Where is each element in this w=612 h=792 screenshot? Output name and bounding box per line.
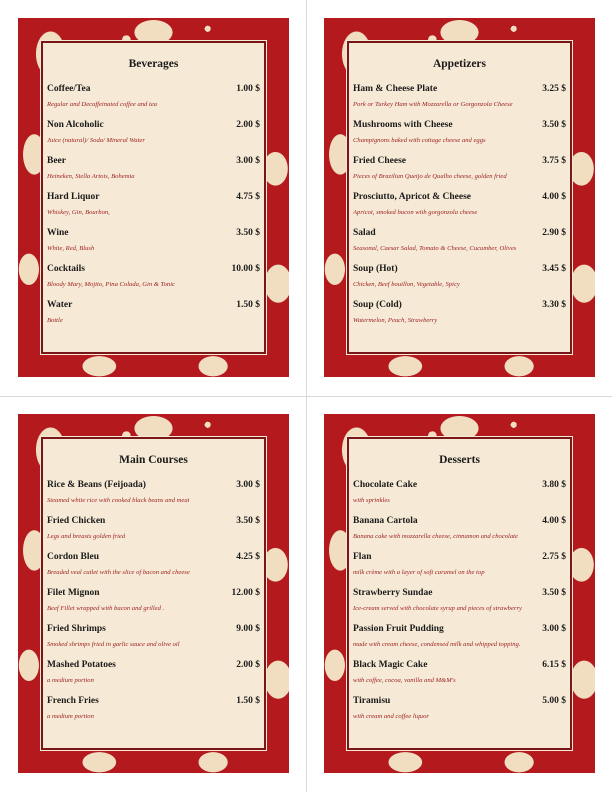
item-name: Prosciutto, Apricot & Cheese xyxy=(353,192,472,202)
menu-card-appetizers xyxy=(324,18,595,377)
item-price: 3.50 $ xyxy=(542,120,566,130)
menu-panel xyxy=(347,437,572,750)
menu-title: Desserts xyxy=(439,454,480,466)
menu-panel xyxy=(41,437,266,750)
item-name: Rice & Beans (Feijoada) xyxy=(47,480,146,490)
item-description: Bloody Mary, Mojito, Pina Colada, Gin & Tonic xyxy=(47,281,175,288)
item-price: 2.75 $ xyxy=(542,552,566,562)
item-name: Cordon Bleu xyxy=(47,552,99,562)
item-description: Watermelon, Peach, Strawberry xyxy=(353,317,438,324)
menu-item xyxy=(349,623,570,659)
menu-item xyxy=(349,227,570,263)
menu-item xyxy=(349,119,570,155)
item-price: 3.00 $ xyxy=(542,624,566,634)
item-name: Filet Mignon xyxy=(47,588,100,598)
menu-item xyxy=(349,191,570,227)
menu-item xyxy=(43,263,264,299)
item-name: Fried Cheese xyxy=(353,156,407,166)
item-price: 10.00 $ xyxy=(231,264,260,274)
menu-item xyxy=(43,587,264,623)
item-description: a medium portion xyxy=(47,677,94,684)
item-name: Soup (Hot) xyxy=(353,264,398,274)
item-description: Whiskey, Gin, Bourbon, xyxy=(47,209,110,216)
item-description: Regular and Decaffeinated coffee and tea xyxy=(47,101,158,108)
item-name: Strawberry Sundae xyxy=(353,588,433,598)
item-price: 3.50 $ xyxy=(236,516,260,526)
menu-card-beverages xyxy=(18,18,289,377)
menu-title: Main Courses xyxy=(119,454,188,466)
item-description: Champignons baked with cottage cheese and eggs xyxy=(353,137,486,144)
menu-item xyxy=(43,119,264,155)
item-name: Non Alcoholic xyxy=(47,120,104,130)
menu-card-desserts xyxy=(324,414,595,773)
item-name: Flan xyxy=(353,552,372,562)
menu-item xyxy=(43,695,264,731)
item-price: 2.90 $ xyxy=(542,228,566,238)
menu-card-main-courses xyxy=(18,414,289,773)
item-name: Cocktails xyxy=(47,264,85,274)
menu-items xyxy=(349,83,570,335)
item-description: Apricot, smoked bacon with gorgonzola cheese xyxy=(353,209,478,216)
item-price: 3.00 $ xyxy=(236,156,260,166)
menu-item xyxy=(349,263,570,299)
item-description: Chicken, Beef bouillon, Vegetable, Spicy xyxy=(353,281,460,288)
menu-item xyxy=(349,515,570,551)
menu-items xyxy=(43,479,264,731)
menu-item xyxy=(349,155,570,191)
item-description: Legs and breasts golden fried xyxy=(47,533,126,540)
item-price: 5.00 $ xyxy=(542,696,566,706)
item-name: Soup (Cold) xyxy=(353,300,402,310)
item-price: 3.30 $ xyxy=(542,300,566,310)
item-description: milk crème with a layer of soft caramel on the top xyxy=(353,569,485,576)
item-price: 12.00 $ xyxy=(231,588,260,598)
menu-item xyxy=(43,155,264,191)
menu-item xyxy=(43,299,264,335)
item-description: Smoked shrimps fried in garlic sauce and olive oil xyxy=(47,641,180,648)
item-description: Beef Fillet wrapped with bacon and grilled . xyxy=(47,605,165,612)
item-price: 3.45 $ xyxy=(542,264,566,274)
item-price: 1.50 $ xyxy=(236,696,260,706)
item-description: Breaded veal cutlet with the slice of bacon and cheese xyxy=(47,569,190,576)
item-price: 2.00 $ xyxy=(236,660,260,670)
item-description: with sprinkles xyxy=(353,497,390,504)
item-description: Ice-cream served with chocolate syrup and pieces of strawberry xyxy=(353,605,522,612)
item-price: 4.00 $ xyxy=(542,516,566,526)
menu-item xyxy=(349,551,570,587)
item-price: 9.00 $ xyxy=(236,624,260,634)
item-price: 1.50 $ xyxy=(236,300,260,310)
item-name: Chocolate Cake xyxy=(353,480,418,490)
menu-item xyxy=(43,623,264,659)
menu-items xyxy=(349,479,570,731)
item-name: Salad xyxy=(353,228,376,238)
item-description: with cream and coffee liquor xyxy=(353,713,429,720)
item-price: 2.00 $ xyxy=(236,120,260,130)
item-name: Banana Cartola xyxy=(353,516,418,526)
item-description: Steamed white rice with cooked black beans and meat xyxy=(47,497,190,504)
item-name: French Fries xyxy=(47,696,99,706)
item-description: White, Red, Blush xyxy=(47,245,95,252)
item-price: 1.00 $ xyxy=(236,84,260,94)
menu-item xyxy=(349,299,570,335)
item-description: Seasonal, Caesar Salad, Tomato & Cheese, Cucumber, Olives xyxy=(353,245,517,252)
item-name: Mushrooms with Cheese xyxy=(353,120,453,130)
menu-panel xyxy=(41,41,266,354)
menu-item xyxy=(43,515,264,551)
item-price: 4.25 $ xyxy=(236,552,260,562)
item-name: Fried Chicken xyxy=(47,516,106,526)
item-description: Bottle xyxy=(47,317,63,324)
menu-title: Beverages xyxy=(128,58,179,70)
item-name: Ham & Cheese Plate xyxy=(353,84,438,94)
item-name: Black Magic Cake xyxy=(353,660,428,670)
menu-item xyxy=(43,551,264,587)
menu-item xyxy=(43,659,264,695)
menu-item xyxy=(43,83,264,119)
item-name: Coffee/Tea xyxy=(47,84,91,94)
menu-item xyxy=(349,659,570,695)
menu-item xyxy=(349,587,570,623)
menu-item xyxy=(43,227,264,263)
item-price: 3.80 $ xyxy=(542,480,566,490)
menu-item xyxy=(349,479,570,515)
item-description: Juice (natural)/ Soda/ Mineral Water xyxy=(47,137,145,144)
item-name: Fried Shrimps xyxy=(47,624,106,634)
menu-panel xyxy=(347,41,572,354)
item-price: 4.75 $ xyxy=(236,192,260,202)
item-price: 3.00 $ xyxy=(236,480,260,490)
item-description: Banana cake with mozzarella cheese, cinnamon and chocolate xyxy=(353,533,518,540)
item-description: a medium portion xyxy=(47,713,94,720)
item-description: Pieces of Brazilian Queijo de Qualho cheese, golden fried xyxy=(353,173,507,180)
item-name: Beer xyxy=(47,156,66,166)
item-name: Water xyxy=(47,300,73,310)
item-description: made with cream cheese, condensed milk and whipped topping. xyxy=(353,641,521,648)
menu-item xyxy=(349,83,570,119)
menu-title: Appetizers xyxy=(432,58,486,70)
item-name: Tiramisu xyxy=(353,696,391,706)
menu-items xyxy=(43,83,264,335)
item-description: Heineken, Stella Artois, Bohemia xyxy=(47,173,135,180)
item-name: Hard Liquor xyxy=(47,192,100,202)
item-price: 3.25 $ xyxy=(542,84,566,94)
item-description: with coffee, cocoa, vanilla and M&M's xyxy=(353,677,456,684)
item-price: 3.75 $ xyxy=(542,156,566,166)
menu-item xyxy=(349,695,570,731)
menu-item xyxy=(43,479,264,515)
item-name: Passion Fruit Pudding xyxy=(353,624,444,634)
item-price: 3.50 $ xyxy=(542,588,566,598)
item-name: Mashed Potatoes xyxy=(47,660,116,670)
menu-item xyxy=(43,191,264,227)
item-description: Pork or Turkey Ham with Mozzarella or Gorgonzola Cheese xyxy=(353,101,513,108)
item-price: 6.15 $ xyxy=(542,660,566,670)
item-name: Wine xyxy=(47,228,69,238)
item-price: 4.00 $ xyxy=(542,192,566,202)
item-price: 3.50 $ xyxy=(236,228,260,238)
cut-line-horizontal xyxy=(0,396,612,397)
